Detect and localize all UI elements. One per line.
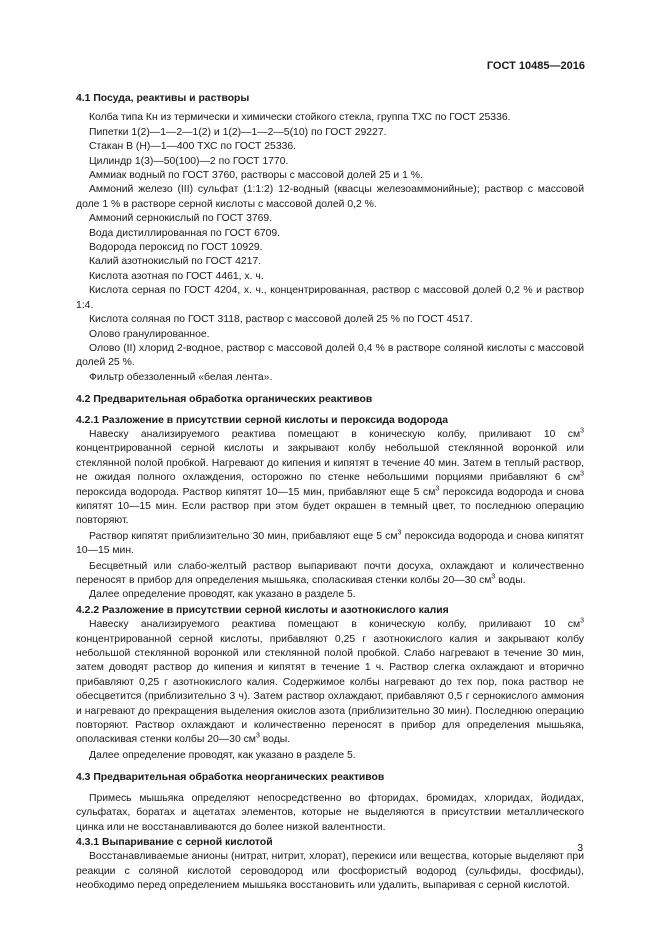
paragraph: Далее определение проводят, как указано в разделе 5. [89, 589, 356, 601]
list-item: Аммоний железо (III) сульфат (1:1:2) 12-водный (квасцы железоаммонийные); раствор с массовой доле 1 % в растворе серной кислоты с массовой долей 0,2 %. [76, 184, 584, 210]
subsection-title-4-3-1: 4.3.1 Выпаривание с серной кислотой [76, 836, 273, 848]
paragraph: Далее определение проводят, как указано в разделе 5. [89, 749, 356, 761]
list-item: Аммиак водный по ГОСТ 3760, растворы с массовой долей 25 и 1 %. [89, 170, 423, 182]
subsection-title-4-2-2: 4.2.2 Разложение в присутствии серной кислоты и азотнокислого калия [76, 604, 449, 616]
list-item: Цилиндр 1(3)—50(100)—2 по ГОСТ 1770. [89, 155, 289, 167]
list-item: Стакан В (Н)—1—400 ТХС по ГОСТ 25336. [89, 141, 297, 153]
list-item: Пипетки 1(2)—1—2—1(2) и 1(2)—1—2—5(10) по ГОСТ 29227. [89, 126, 387, 138]
list-item: Олово (II) хлорид 2-водное, раствор с массовой долей 0,4 % в растворе соляной кислоты с массовой долей 25 %. [76, 342, 584, 369]
section-title-4-1: 4.1 Посуда, реактивы и растворы [76, 93, 250, 104]
list-item: Вода дистиллированная по ГОСТ 6709. [89, 227, 281, 239]
list-item: Олово гранулированное. [89, 328, 210, 340]
paragraph: Бесцветный или слабо-желтый раствор выпаривают почти досуха, охлаждают и количественно переносят в прибор для определения мышьяка, споласкивая стенки колбы 20—30 $см^3$ воды. [76, 560, 584, 586]
list-item: Кислота серная по ГОСТ 4204, х. ч., концентрированная, раствор с массовой долей 0,2 % и раствор 1:4. [76, 285, 584, 311]
paragraph: Навеску анализируемого реактива помещают в коническую колбу, приливают 10 $см^3$ концентрированной серной кислоты, прибавляют 0,25 г азотнокислого калия и закрывают колбу небольшой стеклянной воронкой или стеклянной полой пробкой. Слабо нагревают в течение 30 мин, затем доводят раствор до кипения и кипятят в течение 1 ч. Раствор слегка охлаждают и вторично прибавляют 0,25 г азотнокислого калия. Содержимое колбы нагревают до тех пор, пока раствор не обесцветится (приблизительно 3 ч). Затем раствор охлаждают, прибавляют 0,5 г сернокислого аммония и нагревают до прекращения выделения окислов азота (приблизительно 30 мин). Последнюю операцию повторяют. Раствор охлаждают и количественно переносят в прибор для определения мышьяка, ополаскивая стенки колбы 20—30 $см^3$ воды. [76, 617, 584, 746]
list-item: Водорода пероксид по ГОСТ 10929. [89, 242, 263, 254]
paragraph: Раствор кипятят приблизительно 30 мин, прибавляют еще 5 $см^3$ пероксида водорода и снова кипятят 10—15 мин. [76, 529, 584, 557]
paragraph: Восстанавливаемые анионы (нитрат, нитрит, хлорат), перекиси или вещества, которые выделяют при реакции с соляной кислотой сероводород или фосфористый водород (сульфиды, фосфиды), необходимо перед определением мышьяка восстановить или удалить, выпаривая с серной кислотой. [76, 851, 584, 892]
list-item: Калий азотнокислый по ГОСТ 4217. [89, 256, 262, 268]
page-number: 3 [577, 843, 583, 854]
subsection-title-4-2-1: 4.2.1 Разложение в присутствии серной кислоты и пероксида водорода [76, 414, 448, 426]
document-body [76, 92, 584, 894]
paragraph: Примесь мышьяка определяют непосредственно во фторидах, бромидах, хлоридах, йодидах, сульфатах, боратах и ацетатах элементов, которые не выделяются в присутствии металлического цинка или не восстанавливаются до более низкой валентности. [76, 792, 584, 833]
paragraph: Навеску анализируемого реактива помещают в коническую колбу, приливают 10 $см^3$ концентрированной серной кислоты и закрывают колбу небольшой стеклянной воронкой или стеклянной полой пробкой. Нагревают до кипения и кипятят в течение 40 мин. Затем в теплый раствор, не ожидая полного охлаждения, осторожно по стенке небольшими порциями прибавляют 6 $см^3$ пероксида водорода. Раствор кипятят 10—15 мин, прибавляют еще 5 $см^3$ пероксида водорода и снова кипятят 10—15 мин. Если раствор при этом будет окрашен в темный цвет, то последнюю операцию повторяют. [76, 427, 584, 527]
list-item: Колба типа Кн из термически и химически стойкого стекла, группа ТХС по ГОСТ 25336. [89, 112, 511, 124]
section-title-4-2: 4.2 Предварительная обработка органических реактивов [76, 394, 373, 406]
list-item: Фильтр обеззоленный «белая лента». [89, 371, 273, 383]
list-item: Аммоний сернокислый по ГОСТ 3769. [89, 213, 273, 225]
section-title-4-3: 4.3 Предварительная обработка неорганических реактивов [76, 772, 385, 784]
list-item: Кислота азотная по ГОСТ 4461, х. ч. [89, 270, 264, 282]
list-item: Кислота соляная по ГОСТ 3118, раствор с массовой долей 25 % по ГОСТ 4517. [89, 314, 473, 326]
document-code: ГОСТ 10485—2016 [486, 60, 585, 72]
materials-list [76, 111, 584, 385]
